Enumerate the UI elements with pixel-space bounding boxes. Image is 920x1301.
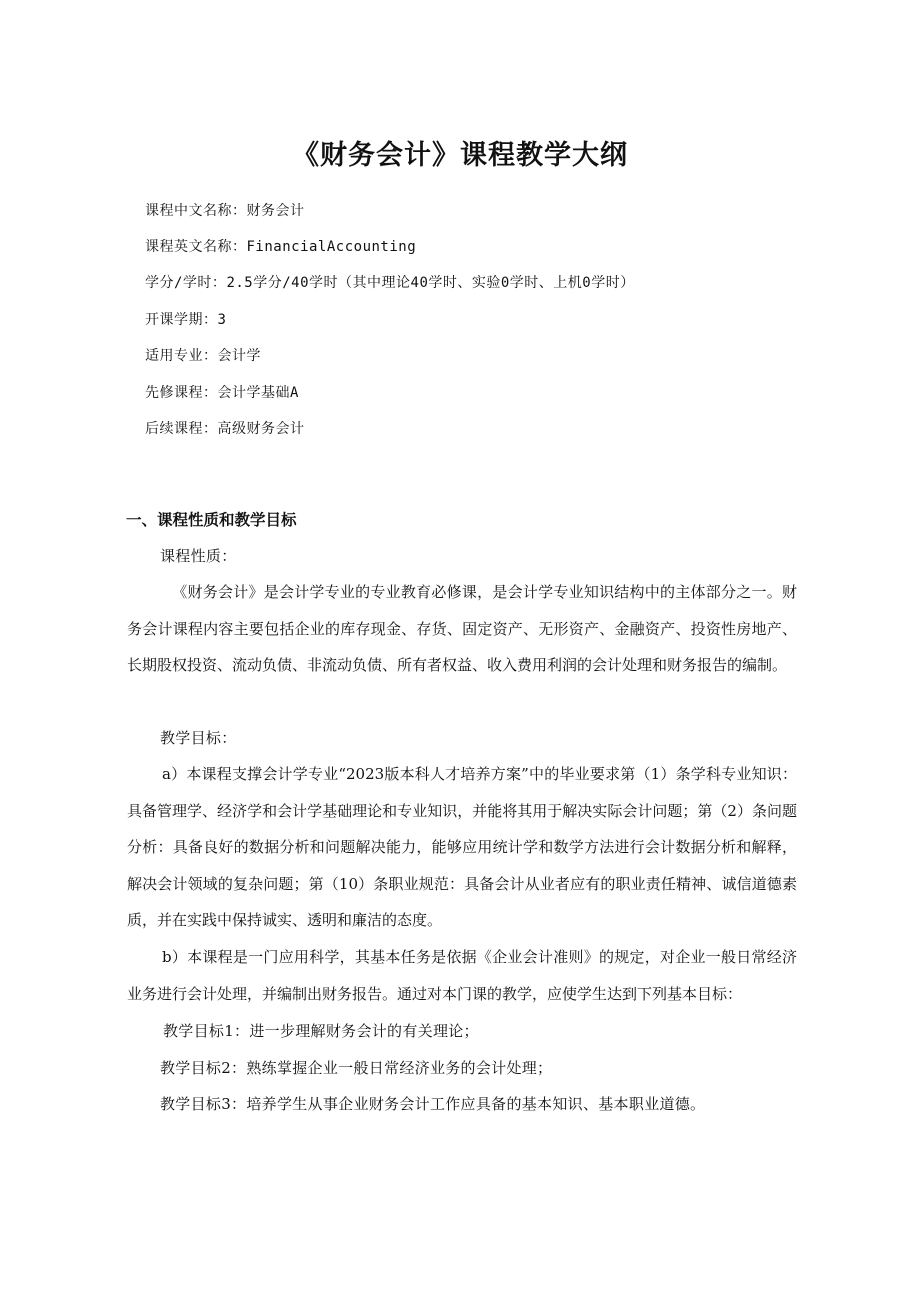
meta-major (145, 345, 261, 365)
meta-prerequisite (145, 382, 299, 402)
meta-semester (145, 309, 226, 329)
meta-value: 财务会计 (246, 203, 305, 219)
teaching-goals-label: 教学目标： (160, 729, 237, 747)
meta-label: 先修课程： (145, 385, 218, 401)
meta-english-name (145, 236, 416, 256)
meta-label: 适用专业： (145, 348, 218, 364)
document-title: 《财务会计》课程教学大纲 (292, 140, 628, 171)
objective-item: 教学目标3：培养学生从事企业财务会计工作应具备的基本知识、基本职业道德。 (160, 1095, 706, 1113)
meta-value: FinancialAccounting (246, 239, 417, 255)
meta-credits-hours (145, 272, 635, 292)
meta-label: 学分/学时： (145, 275, 227, 291)
meta-value: 会计学基础A (217, 385, 299, 401)
meta-chinese-name (145, 200, 305, 220)
paragraph-text: b）本课程是一门应用科学，其基本任务是依据《企业会计准则》的规定，对企业一般日常经济业务进行会计处理，并编制出财务报告。通过对本门课的教学，应使学生达到下列基本目标： (127, 948, 797, 1003)
meta-follow-up (145, 418, 305, 438)
goal-b-paragraph (127, 939, 797, 1012)
meta-value: 3 (217, 312, 227, 328)
paragraph-text: 《财务会计》是会计学专业的专业教育必修课，是会计学专业知识结构中的主体部分之一。财务会计课程内容主要包括企业的库存现金、存货、固定资产、无形资产、金融资产、投资性房地产、长期股权投资、流动负债、非流动负债、所有者权益、收入费用利润的会计处理和财务报告的编制。 (127, 583, 797, 674)
meta-value: 高级财务会计 (217, 421, 305, 437)
meta-label: 课程英文名称： (145, 239, 247, 255)
meta-value: 2.5学分/40学时（其中理论40学时、实验0学时、上机0学时） (226, 275, 635, 291)
meta-label: 开课学期： (145, 312, 218, 328)
objective-item: 教学目标1：进一步理解财务会计的有关理论； (163, 1022, 479, 1040)
objective-item: 教学目标2：熟练掌握企业一般日常经济业务的会计处理； (160, 1059, 553, 1077)
section-heading: 一、课程性质和教学目标 (126, 511, 297, 529)
paragraph-text: a）本课程支撑会计学专业“2023版本科人才培养方案”中的毕业要求第（1）条学科专业知识：具备管理学、经济学和会计学基础理论和专业知识，并能将其用于解决实际会计问题；第（2）条问题分析：具备良好的数据分析和问题解决能力，能够应用统计学和数学方法进行会计数据分析和解释，解决会计领域的复杂问题；第（10）条职业规范：具备会计从业者应有的职业责任精神、诚信道德素质，并在实践中保持诚实、透明和廉洁的态度。 (127, 765, 797, 929)
course-nature-paragraph (127, 574, 797, 684)
meta-label: 课程中文名称： (145, 203, 247, 219)
course-nature-label: 课程性质： (160, 547, 237, 565)
meta-value: 会计学 (217, 348, 261, 364)
meta-label: 后续课程： (145, 421, 218, 437)
goal-a-paragraph (127, 756, 797, 939)
